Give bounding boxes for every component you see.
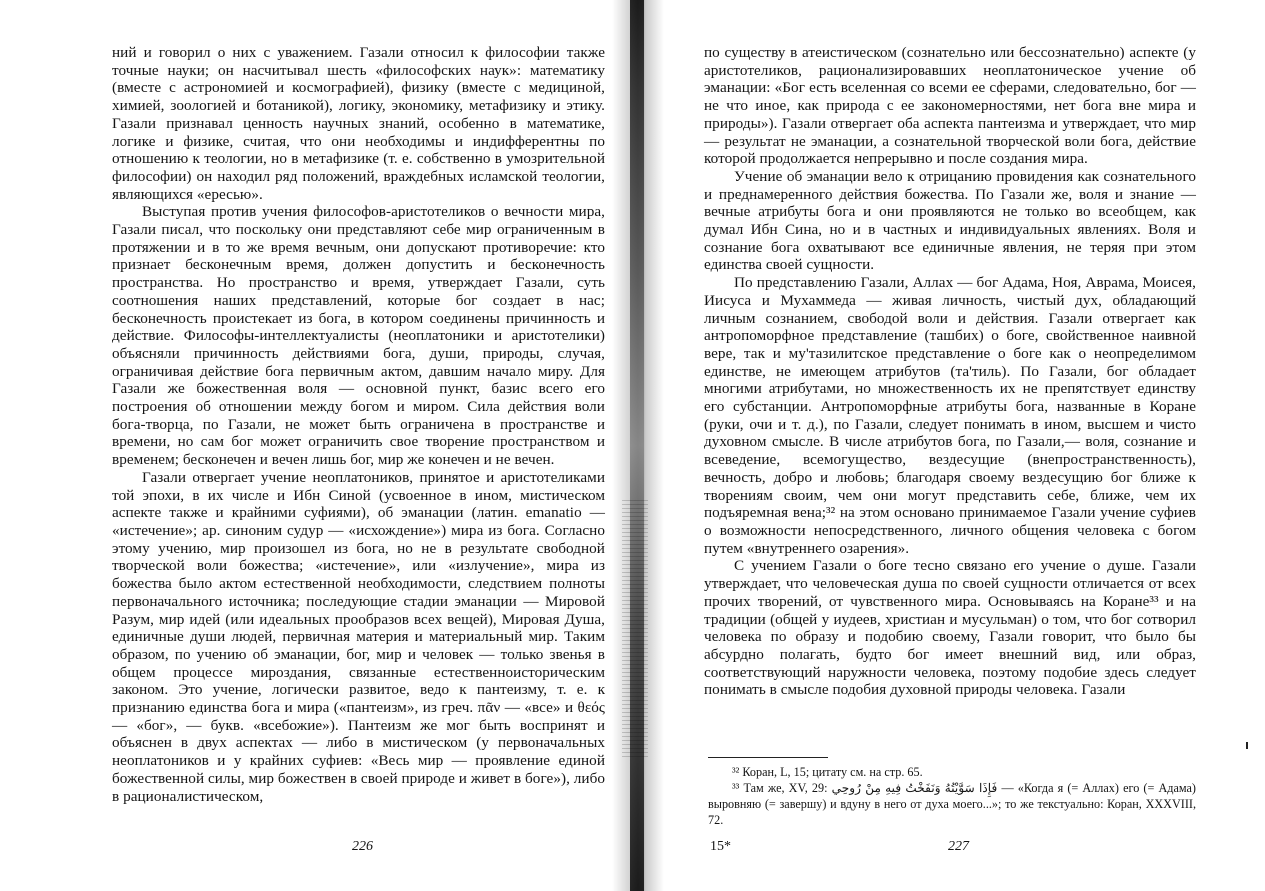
right-page [704, 44, 1196, 699]
paragraph: по существу в атеистическом (сознательно или бессознательно) аспекте (у аристотеликов, рационализировавших неоплатоническое учение об эманации: «Бог есть вселенная со всеми ее сферами, следовательно, бог — не что иное, как природа с ее закономерностями, нет бога вне мира и природы»). Газали отвергает оба аспекта пантеизма и утверждает, что мир — результат не эманации, а сознательной творческой воли бога, действие которой продолжается непрерывно и после создания мира. [704, 44, 1196, 168]
footnote-32: ³² Коран, L, 15; цитату см. на стр. 65. [732, 765, 923, 779]
paragraph: По представлению Газали, Аллах — бог Адама, Ноя, Аврама, Моисея, Иисуса и Мухаммеда — живая личность, чистый дух, обладающий личным сознанием, свободой воли и действия. Газали отвергает как антропоморфное представление (ташбих) о боге, свойственное наивной вере, так и му'тазилитское представление о боге как о неопределимом единстве, не имеющем атрибутов (та'тиль). По Газали, бог обладает многими атрибутами, но множественность их не препятствует единству его субстанции. Антропоморфные атрибуты бога, названные в Коране (руки, очи и т. д.), по Газали, следует понимать в ином, высшем и чисто духовном смысле. В числе атрибутов бога, по Газали,— воля, сознание и всеведение, всемогущество, вездесущие (внепространственность), вечность, добро и любовь; благодаря своему вездесущию бог ближе к творениям своим, чем они могут представить себе, ближе, чем их подъяремная вена;³² на этом основано принимаемое Газали учение суфиев о возможности непосредственного, личного общения человека с богом путем «внутреннего озарения». [704, 274, 1196, 557]
margin-mark [1246, 742, 1248, 749]
left-page-text [112, 44, 605, 805]
signature-mark: 15* [710, 839, 731, 854]
left-page [112, 44, 605, 805]
paragraph: С учением Газали о боге тесно связано его учение о душе. Газали утверждает, что человеческая душа по своей сущности отличается от всех прочих творений, от чувственного мира. Основываясь на Коране³³ и на традиции (общей у иудеев, христиан и мусульман) о том, что бог сотворил человека по образу и подобию своему, Газали говорит, что было бы абсурдно полагать, будто бог имеет внешний вид, или образ, соответствующий наружности человека, поэтому подобие здесь следует понимать в смысле подобия духовной природы человека. Газали [704, 557, 1196, 699]
paragraph: Газали отвергает учение неоплатоников, принятое и аристотеликами той эпохи, в их числе и Ибн Синой (усвоенное в ином, мистическом аспекте также и крайними суфиями), об эманации (латин. emanatio — «истечение»; ар. синоним судур — «исхождение») мира из бога. Согласно этому учению, мир произошел из бога, но не в результате свободной творческой воли божества; «истечение», или «излучение», мира из божества было актом естественной необходимости, следствием полноты первоначального источника; последующие стадии эманации — Мировой Разум, мир идей (или идеальных прообразов всех вещей), Мировая Душа, единичные души людей, первичная материя и материальный мир. Таким образом, по учению об эманации, бог, мир и человек — только звенья в общем процессе мироздания, связанные естественноисторическим законом. Это учение, логически развитое, ведо к пантеизму, т. е. к признанию единства бога и мира («пантеизм», из греч. πᾶν — «все» и θεός — «бог», — букв. «всебожие»). Пантеизм же мог быть воспринят и объяснен в двух аспектах — либо в мистическом (у первоначальных неоплатоников и у крайних суфиев: «Весь мир — проявление единой божественной силы, мир божествен в своей природе и живет в боге»), либо в рационалистическом, [112, 468, 605, 805]
right-page-text [704, 44, 1196, 699]
paragraph: ний и говорил о них с уважением. Газали относил к философии также точные науки; он насчитывал шесть «философских наук»: математику (вместе с астрономией и космографией), физику (вместе с медициной, химией, зоологией и ботаникой), логику, экономику, метафизику и этику. Газали признавал ценность научных знаний, особенно в математике, логике и физике, считая, что они необходимы и индифферентны по отношению к теологии, но в метафизике (т. е. собственно в умозрительной философии) он находил ряд положений, враждебных исламской теологии, являющихся «ересью». [112, 44, 605, 203]
paragraph: Выступая против учения философов-аристотеликов о вечности мира, Газали писал, что поскольку они представляют себе мир ограниченным в протяжении и в то же время вечным, они допускают противоречие: кто признает бесконечным время, должен допустить и бесконечность пространства. Но пространство и время, утверждает Газали, суть соотношения наших представлений, которые бог создает в нас; бесконечность проистекает из бога, в котором соединены причинность и действие. Философы-интеллектуалисты (неоплатоники и аристотелики) объясняли причинность действиями бога, души, природы, случая, ограничивая действие бога первичным актом, давшим начало миру. Для Газали же божественная воля — основной пункт, базис всего его построения об отношении между богом и миром. Сила действия воли бога-творца, по Газали, не может быть ограничена в пространстве и времени, но сам бог может ограничить свое творение пространством и временем; бесконечен и вечен лишь бог, мир же конечен и не вечен. [112, 203, 605, 469]
footnotes [708, 764, 1196, 828]
gutter-texture [622, 500, 648, 760]
footnote-divider [708, 757, 828, 758]
paragraph: Учение об эманации вело к отрицанию провидения как сознательного и преднамеренного действия божества. По Газали же, воля и знание — вечные атрибуты бога и они проявляются не только во всеобщем, как думал Ибн Сина, но и в частных и индивидуальных явлениях. Воля и сознание бога охватывают все единичные явления, не теряя при этом единства своей сущности. [704, 167, 1196, 274]
page-number-right: 227 [948, 839, 969, 854]
page-number-left: 226 [352, 839, 373, 854]
footnote-33: ³³ Там же, XV, 29: فَإِذَا سَوَّيْتُهُ وَنَفَخْتُ فِيهِ مِنْ رُوحِي — «Когда я (= Аллах) его (= Адама) выровняю (= завершу) и вдуну в него от духа моего...»; то же текстуально: Коран, XXXVIII, 72. [708, 781, 1196, 827]
